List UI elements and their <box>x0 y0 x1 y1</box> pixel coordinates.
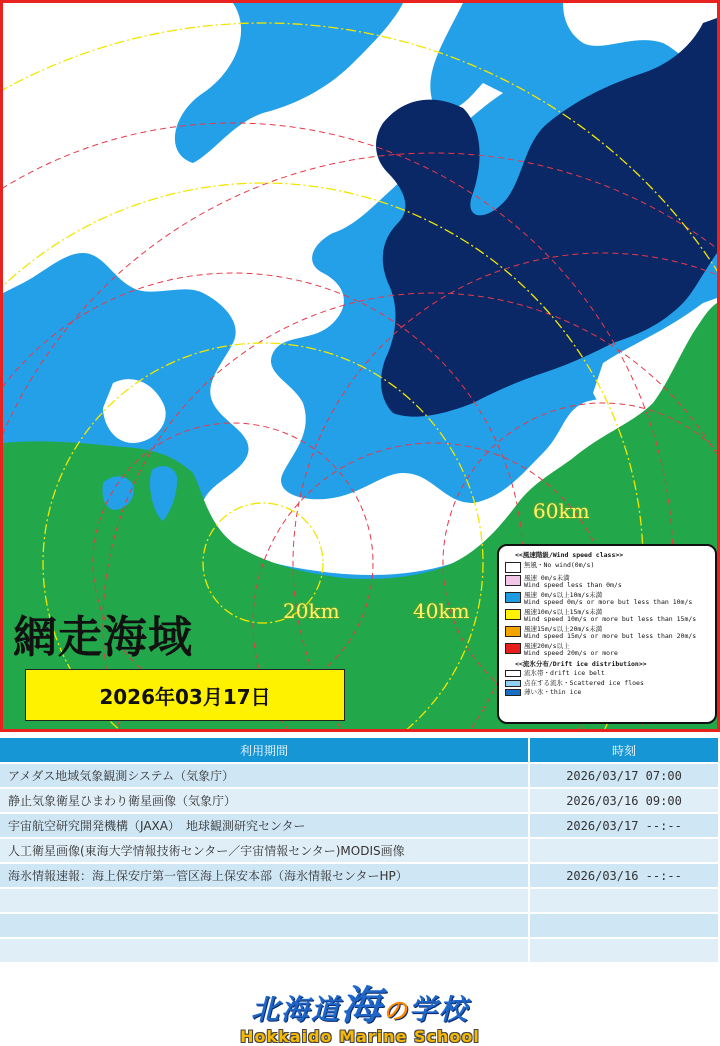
time-cell <box>530 889 720 912</box>
source-cell <box>0 889 530 912</box>
map-legend <box>497 544 717 724</box>
legend-ice-row <box>505 670 709 678</box>
time-cell <box>530 939 720 962</box>
time-cell <box>530 914 720 937</box>
source-cell: 人工衛星画像(東海大学情報技術センター／宇宙情報センター)MODIS画像 <box>0 839 530 862</box>
distance-label-60km: 60km <box>533 499 590 523</box>
data-source-table <box>0 736 720 964</box>
column-header-period: 利用期間 <box>0 738 530 762</box>
time-cell: 2026/03/16 09:00 <box>530 789 720 812</box>
legend-wind-jp: 風速15m/s以上20m/s未満 <box>524 624 603 633</box>
table-row <box>0 864 720 887</box>
legend-wind-row <box>505 609 709 624</box>
source-cell <box>0 914 530 937</box>
legend-swatch <box>505 643 521 654</box>
map-date: 2026年03月17日 <box>25 669 345 721</box>
source-cell <box>0 939 530 962</box>
legend-swatch <box>505 609 521 620</box>
legend-swatch <box>505 575 521 586</box>
legend-wind-row <box>505 592 709 607</box>
time-cell: 2026/03/16 --:-- <box>530 864 720 887</box>
legend-wind-text <box>524 626 709 641</box>
source-cell: 静止気象衛星ひまわり衛星画像（気象庁） <box>0 789 530 812</box>
logo-jp-part: の <box>383 996 409 1025</box>
distance-label-40km: 40km <box>413 599 470 623</box>
table-row <box>0 939 720 962</box>
legend-wind-jp: 風速 0m/s以上10m/s未満 <box>524 590 603 599</box>
time-cell <box>530 839 720 862</box>
legend-wind-text <box>524 575 709 590</box>
hokkaido-marine-school-logo <box>0 968 720 1046</box>
legend-wind-en: Wind speed 0m/s or more but less than 10m/s <box>524 598 693 606</box>
legend-swatch <box>505 670 521 677</box>
legend-wind-row <box>505 643 709 658</box>
source-cell: 宇宙航空研究開発機構（JAXA） 地球観測研究センター <box>0 814 530 837</box>
legend-ice-header: <<流氷分布/Drift ice distribution>> <box>515 659 647 668</box>
table-row <box>0 814 720 837</box>
legend-wind-jp: 風速20m/s以上 <box>524 641 570 650</box>
legend-wind-row <box>505 575 709 590</box>
column-header-time: 時刻 <box>530 738 720 762</box>
legend-wind-text <box>524 592 709 607</box>
source-cell: アメダス地域気象観測システム（気象庁） <box>0 764 530 787</box>
table-row <box>0 764 720 787</box>
logo-en: Hokkaido Marine School <box>240 1027 480 1046</box>
legend-ice-text: 点在する流氷・Scattered ice floes <box>524 678 644 687</box>
legend-ice-row <box>505 689 709 697</box>
legend-wind-header: <<風速階級/Wind speed class>> <box>515 551 624 559</box>
legend-swatch <box>505 562 521 573</box>
legend-swatch <box>505 592 521 603</box>
legend-wind-en: Wind speed less than 0m/s <box>524 581 622 589</box>
table-row <box>0 889 720 912</box>
table-row <box>0 914 720 937</box>
logo-jp-part: 北海道 <box>250 993 341 1026</box>
table-row <box>0 839 720 862</box>
legend-wind-text <box>524 643 709 658</box>
legend-wind-text <box>524 609 709 624</box>
legend-swatch <box>505 680 521 687</box>
logo-jp-part: 学校 <box>409 993 470 1026</box>
logo-jp <box>0 974 720 1031</box>
time-cell: 2026/03/17 --:-- <box>530 814 720 837</box>
table-row <box>0 789 720 812</box>
logo-jp-part: 海 <box>341 982 383 1029</box>
legend-wind-en: Wind speed 20m/s or more <box>524 649 618 657</box>
legend-wind-row <box>505 626 709 641</box>
legend-wind-jp: 風速10m/s以上15m/s未満 <box>524 607 603 616</box>
legend-wind-text <box>524 562 709 570</box>
legend-ice-row <box>505 680 709 688</box>
map-title: 網走海域 <box>13 612 193 663</box>
time-cell: 2026/03/17 07:00 <box>530 764 720 787</box>
legend-wind-en: Wind speed 10m/s or more but less than 15m/s <box>524 615 697 623</box>
legend-wind-en: Wind speed 15m/s or more but less than 20m/s <box>524 632 697 640</box>
legend-ice-text: 薄い氷・thin ice <box>524 688 582 696</box>
legend-wind-jp: 風速 0m/s未満 <box>524 573 570 582</box>
source-cell: 海氷情報速報：海上保安庁第一管区海上保安本部（海氷情報センターHP） <box>0 864 530 887</box>
legend-wind-row <box>505 562 709 573</box>
legend-wind-jp: 無風・No wind(0m/s) <box>524 560 595 569</box>
legend-swatch <box>505 689 521 696</box>
distance-label-20km: 20km <box>283 599 340 623</box>
legend-swatch <box>505 626 521 637</box>
legend-ice-text: 流氷帯・drift ice belt <box>524 669 605 677</box>
